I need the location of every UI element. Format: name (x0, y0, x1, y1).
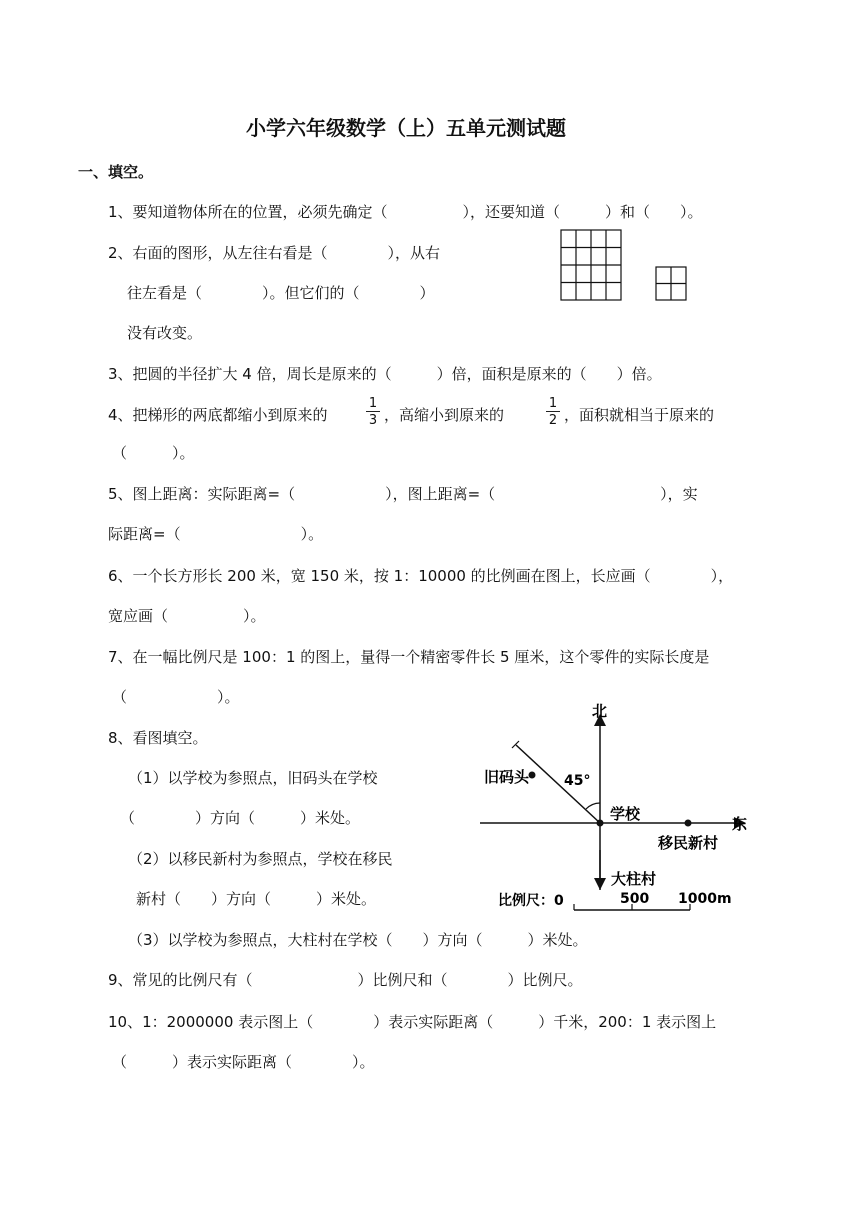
question-8-sub-3: （3）以学校为参照点，大柱村在学校（ ）方向（ ）米处。 (128, 931, 588, 949)
scale-end-label: 1000m (678, 891, 732, 907)
large-grid (561, 230, 621, 300)
question-9: 9、常见的比例尺有（ ）比例尺和（ ）比例尺。 (108, 971, 583, 989)
question-6-line-1: 6、一个长方形长 200 米，宽 150 米，按 1：10000 的比例画在图上，长应画（ ）， (108, 567, 734, 585)
fraction-one-half (546, 397, 560, 427)
new-village-label: 移民新村 (658, 834, 719, 852)
question-8-sub-1a: （1）以学校为参照点，旧码头在学校 (128, 769, 378, 787)
old-wharf-dot (529, 772, 536, 779)
fraction-denominator: 2 (548, 413, 558, 428)
fraction-denominator: 3 (368, 413, 378, 428)
old-wharf-label: 旧码头 (484, 768, 530, 786)
question-8-sub-2a: （2）以移民新村为参照点，学校在移民 (128, 850, 393, 868)
angle-label: 45° (564, 773, 591, 789)
question-1: 1、要知道物体所在的位置，必须先确定（ ），还要知道（ ）和（ ）。 (108, 203, 703, 221)
question-4-part-b: ，高缩小到原来的 (384, 406, 505, 424)
school-label: 学校 (610, 805, 641, 823)
fraction-numerator: 1 (366, 397, 380, 412)
question-6-line-2: 宽应画（ ）。 (108, 607, 266, 625)
scale-mid-label: 500 (620, 891, 650, 907)
section-heading: 一、填空。 (78, 163, 154, 181)
question-7-line-1: 7、在一幅比例尺是 100：1 的图上，量得一个精密零件长 5 厘米，这个零件的实际长度是 (108, 648, 710, 666)
question-4-part-c: ，面积就相当于原来的 (564, 406, 715, 424)
direction-map (470, 700, 760, 915)
fraction-one-third (366, 397, 380, 427)
question-4-part-a: 4、把梯形的两底都缩小到原来的 (108, 406, 328, 424)
village-dot (685, 820, 692, 827)
question-2-line-3: 没有改变。 (127, 324, 203, 342)
question-10-line-1: 10、1：2000000 表示图上（ ）表示实际距离（ ）千米，200：1 表示图上 (108, 1013, 717, 1031)
school-dot (597, 820, 604, 827)
question-2-line-1: 2、右面的图形，从左往右看是（ ），从右 (108, 244, 441, 262)
east-label: 东 (732, 815, 748, 833)
question-7-line-2: （ ）。 (112, 688, 240, 706)
fraction-numerator: 1 (546, 397, 560, 412)
question-4-line-2: （ ）。 (112, 444, 195, 462)
question-10-line-2: （ ）表示实际距离（ ）。 (112, 1053, 375, 1071)
north-label: 北 (592, 702, 608, 720)
scale-label: 比例尺：0 (498, 893, 564, 909)
angle-arc (586, 803, 600, 809)
dazhu-label: 大柱村 (611, 870, 657, 888)
question-3: 3、把圆的半径扩大 4 倍，周长是原来的（ ）倍，面积是原来的（ ）倍。 (108, 365, 662, 383)
question-8-heading: 8、看图填空。 (108, 729, 208, 747)
question-2-line-2: 往左看是（ ）。但它们的（ ） (127, 284, 435, 302)
page-title: 小学六年级数学（上）五单元测试题 (246, 116, 566, 140)
question-8-sub-2b: 新村（ ）方向（ ）米处。 (136, 890, 377, 908)
small-grid (656, 267, 686, 300)
grid-figure (559, 228, 693, 304)
question-5-line-2: 际距离=（ ）。 (108, 525, 324, 543)
question-8-sub-1b: （ ）方向（ ）米处。 (120, 809, 361, 827)
question-5-line-1: 5、图上距离：实际距离=（ ），图上距离=（ ），实 (108, 485, 698, 503)
